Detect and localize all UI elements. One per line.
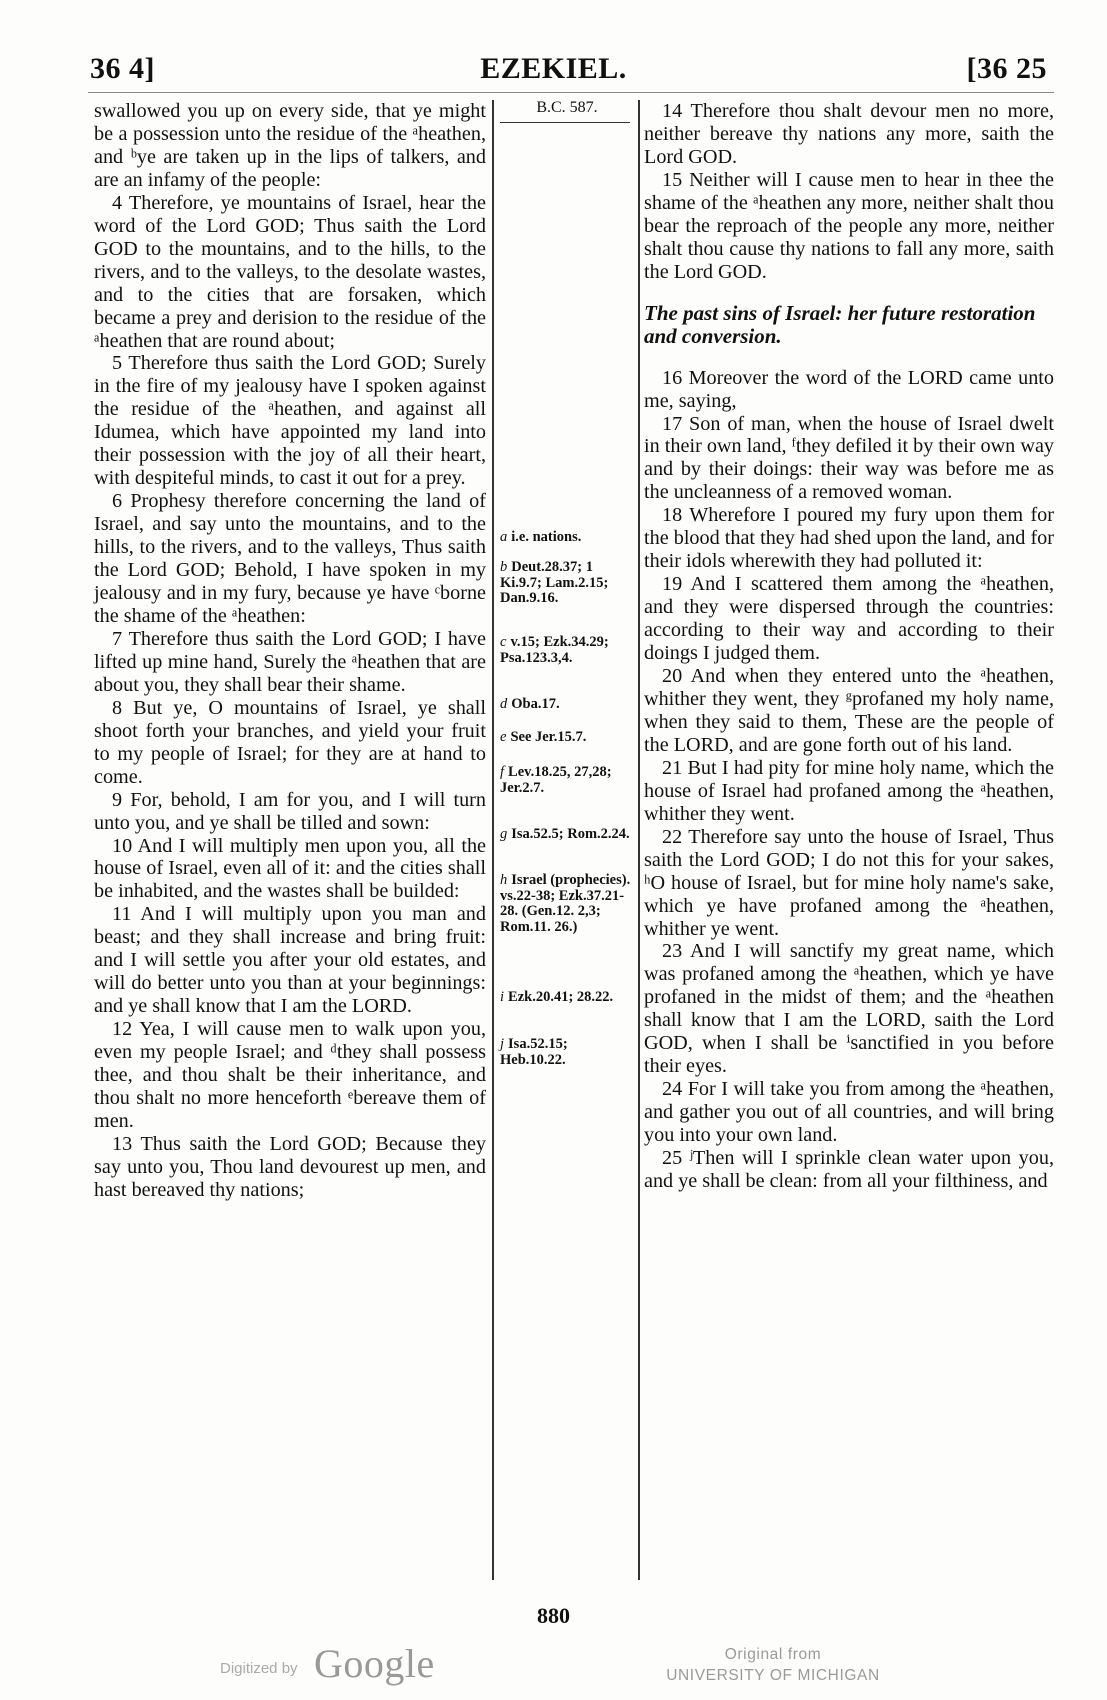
original-from-label: Original from	[724, 1646, 822, 1663]
reference-text: Isa.52.15; Heb.10.22.	[500, 1036, 568, 1068]
margin-reference	[500, 1037, 634, 1068]
margin-date-rule	[500, 122, 630, 123]
verse-paragraph: 24 For I will take you from among the ᵃheathen, and gather you out of all countries, and will bring you into your own land.	[644, 1078, 1054, 1147]
verse-paragraph: 15 Neither will I cause men to hear in thee the shame of the ᵃheathen any more, neither shalt thou bear the reproach of the people any more, neither shalt thou cause thy nations to fall any more, saith the Lord GOD.	[644, 168, 1054, 283]
reference-letter: a	[500, 529, 508, 545]
column-divider-left	[492, 100, 494, 1580]
reference-text: Israel (prophecies). vs.22-38; Ezk.37.21-28. (Gen.12. 2,3; Rom.11. 26.)	[500, 872, 631, 935]
reference-letter: i	[500, 989, 505, 1005]
reference-letter: j	[500, 1036, 505, 1052]
verse-paragraph: swallowed you up on every side, that ye might be a possession unto the residue of the ᵃheathen, and ᵇye are taken up in the lips of talkers, and are an infamy of the people:	[94, 100, 486, 191]
verse-paragraph: 20 And when they entered unto the ᵃheathen, whither they went, they ᵍprofaned my holy name, when they said to them, These are the people of the LORD, and are gone forth out of his land.	[644, 665, 1054, 756]
section-heading: The past sins of Israel: her future restoration and conversion.	[644, 300, 1036, 349]
reference-text: Deut.28.37; 1 Ki.9.7; Lam.2.15; Dan.9.16.	[500, 559, 609, 606]
header-chapter-start: 36 4]	[90, 52, 155, 85]
column-divider-right	[638, 100, 640, 1580]
verse-paragraph: 12 Yea, I will cause men to walk upon you, even my people Israel; and ᵈthey shall possess thee, and thou shalt be their inheritance, and thou shalt no more henceforth ᵉbereave them of men.	[94, 1018, 486, 1132]
margin-date: B.C. 587.	[536, 99, 598, 116]
reference-letter: f	[500, 764, 505, 780]
left-text-column	[94, 100, 486, 1202]
verse-paragraph: 5 Therefore thus saith the Lord GOD; Surely in the fire of my jealousy have I spoken against the residue of the ᵃheathen, and against all Idumea, which have appointed my land into their possession with the joy of all their heart, with despiteful minds, to cast it out for a prey.	[94, 352, 486, 490]
reference-letter: g	[500, 826, 508, 842]
verse-paragraph: 8 But ye, O mountains of Israel, ye shall shoot forth your branches, and yield your fruit to my people of Israel; for they are at hand to come.	[94, 696, 486, 788]
reference-text: i.e. nations.	[511, 529, 582, 545]
reference-text: Ezk.20.41; 28.22.	[508, 989, 614, 1005]
reference-letter: b	[500, 559, 508, 575]
margin-reference	[500, 990, 634, 1006]
verse-paragraph: 19 And I scattered them among the ᵃheathen, and they were dispersed through the countries: according to their way and according to their doings I judged them.	[644, 573, 1054, 665]
marginal-references	[500, 99, 634, 1068]
digitized-by-label: Digitized by	[220, 1660, 298, 1677]
margin-reference	[500, 873, 634, 935]
university-label: UNIVERSITY OF MICHIGAN	[666, 1667, 880, 1684]
verse-paragraph: 11 And I will multiply upon you man and beast; and they shall increase and bring fruit: and I will settle you after your old estates, and will do better unto you than at your beginnings: and ye shall know that I am the LORD.	[94, 903, 486, 1018]
reference-letter: e	[500, 729, 507, 745]
reference-letter: c	[500, 634, 507, 650]
header-chapter-end: [36 25	[966, 52, 1047, 85]
verse-paragraph: 25 ʲThen will I sprinkle clean water upon you, and ye shall be clean: from all your filthiness, and	[644, 1147, 1054, 1192]
margin-reference	[500, 697, 634, 713]
verse-paragraph: 17 Son of man, when the house of Israel dwelt in their own land, ᶠthey defiled it by their own way and by their doings: their way was before me as the uncleanness of a removed woman.	[644, 412, 1054, 504]
reference-text: Oba.17.	[511, 696, 560, 712]
verse-paragraph: 21 But I had pity for mine holy name, which the house of Israel had profaned among the ᵃheathen, whither they went.	[644, 756, 1054, 825]
margin-reference	[500, 730, 634, 746]
verse-paragraph: 9 For, behold, I am for you, and I will turn unto you, and ye shall be tilled and sown:	[94, 788, 486, 834]
header-book-title: EZEKIEL.	[480, 52, 627, 85]
verse-paragraph: 18 Wherefore I poured my fury upon them for the blood that they had shed upon the land, and for their idols wherewith they had polluted it:	[644, 504, 1054, 573]
reference-text: See Jer.15.7.	[510, 729, 587, 745]
header-rule	[88, 92, 1054, 93]
reference-letter: d	[500, 696, 508, 712]
margin-reference	[500, 530, 634, 546]
page-number: 880	[537, 1603, 570, 1628]
verse-paragraph: 23 And I will sanctify my great name, which was profaned among the ᵃheathen, which ye have profaned in the midst of them; and the ᵃheathen shall know that I am the LORD, saith the Lord GOD, when I shall be ⁱsanctified in you before their eyes.	[644, 940, 1054, 1078]
reference-text: v.15; Ezk.34.29; Psa.123.3,4.	[500, 634, 609, 666]
verse-paragraph: 10 And I will multiply men upon you, all the house of Israel, even all of it: and the cities shall be inhabited, and the wastes shall be builded:	[94, 834, 486, 903]
verse-paragraph: 6 Prophesy therefore concerning the land of Israel, and say unto the mountains, and to the hills, to the rivers, and to the valleys, Thus saith the Lord GOD; Behold, I have spoken in my jealousy and in my fury, because ye have ᶜborne the shame of the ᵃheathen:	[94, 490, 486, 627]
verse-paragraph: 22 Therefore say unto the house of Israel, Thus saith the Lord GOD; I do not this for your sakes, ʰO house of Israel, but for mine holy name's sake, which ye have profaned among the ᵃheathen, whither ye went.	[644, 825, 1054, 940]
verse-paragraph: 7 Therefore thus saith the Lord GOD; I have lifted up mine hand, Surely the ᵃheathen that are about you, they shall bear their shame.	[94, 627, 486, 696]
verse-paragraph: 13 Thus saith the Lord GOD; Because they say unto you, Thou land devourest up men, and hast bereaved thy nations;	[94, 1132, 486, 1201]
margin-reference	[500, 765, 634, 796]
verse-paragraph: 16 Moreover the word of the LORD came unto me, saying,	[644, 366, 1054, 412]
margin-reference	[500, 635, 634, 666]
running-header	[0, 52, 1107, 92]
verse-paragraph: 4 Therefore, ye mountains of Israel, hear the word of the Lord GOD; Thus saith the Lord GOD to the mountains, and to the hills, to the rivers, and to the valleys, to the desolate wastes, and to the cities that are forsaken, which became a prey and derision to the residue of the ᵃheathen that are round about;	[94, 191, 486, 352]
right-text-column	[644, 100, 1054, 1193]
google-logo: Google	[314, 1641, 435, 1686]
reference-text: Isa.52.5; Rom.2.24.	[511, 826, 630, 842]
source-attribution	[644, 1644, 902, 1686]
verse-paragraph: 14 Therefore thou shalt devour men no more, neither bereave thy nations any more, saith the Lord GOD.	[644, 100, 1054, 168]
reference-letter: h	[500, 872, 508, 888]
reference-text: Lev.18.25, 27,28; Jer.2.7.	[500, 764, 612, 796]
margin-reference	[500, 560, 634, 607]
margin-reference	[500, 827, 634, 843]
